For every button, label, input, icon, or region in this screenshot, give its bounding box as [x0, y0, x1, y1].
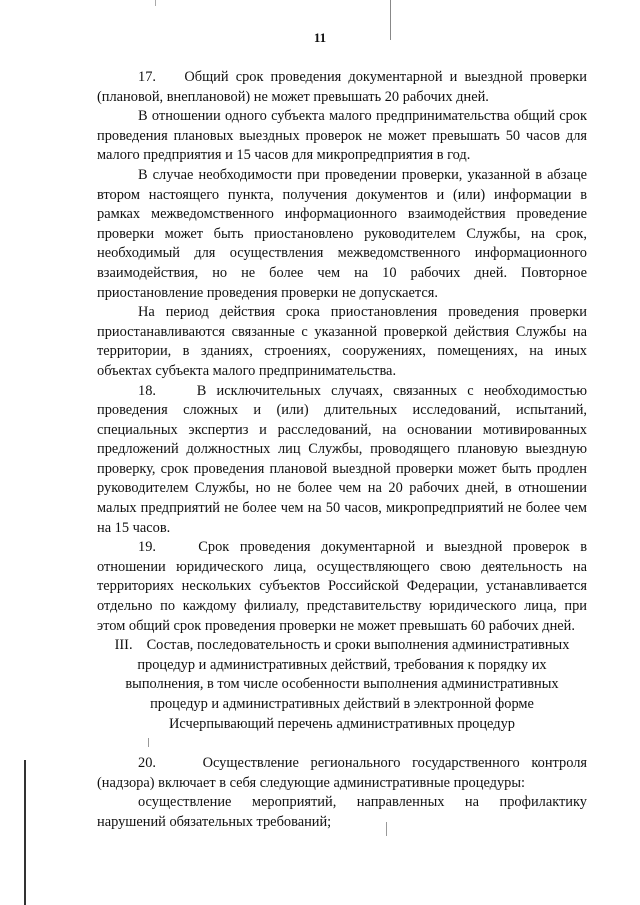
page-number: 11	[313, 30, 327, 45]
scan-mark	[155, 0, 156, 6]
paragraph: В отношении одного субъекта малого предпринимательства общий срок проведения плановых выездных проверок не может превышать 50 часов для малого предприятия и 15 часов для микропредприятия в год.	[97, 108, 587, 164]
section-number: III.	[114, 637, 133, 654]
paragraph-19: 19. Срок проведения документарной и выездной проверок в отношении юридического лица, осуществляющего свою деятельность на территориях нескольких субъектов Российской Федерации, устанавливается отдельно по каждому филиалу, представительству юридического лица, при этом общий срок проведения проверки не может превышать 60 рабочих дней.	[97, 539, 587, 634]
paragraph-17: 17. Общий срок проведения документарной и выездной проверки (плановой, внеплановой) не может превышать 20 рабочих дней.	[97, 69, 587, 105]
paragraph: В случае необходимости при проведении проверки, указанной в абзаце втором настоящего пункта, получения документов и (или) информации в рамках межведомственного информационного взаимодействия проведение проверки может быть приостановлено руководителем Службы, на срок, необходимый для осуществления межведомственного информационного взаимодействия, но не более чем на 10 рабочих дней. Повторное приостановление проведения проверки не допускается.	[97, 166, 587, 301]
scan-mark	[24, 760, 26, 905]
paragraph-18: 18. В исключительных случаях, связанных с необходимостью проведения сложных и (или) длительных исследований, испытаний, специальных экспертиз и расследований, на основании мотивированных предложений должностных лиц Службы, проводящего плановую выездную проверку, срок проведения плановой выездной проверки может быть продлен руководителем Службы, но не более чем на 20 рабочих дней, в отношении малых предприятий не более чем на 50 часов, микропредприятий не более чем на 15 часов.	[97, 382, 587, 536]
subheading: Исчерпывающий перечень административных процедур	[169, 715, 515, 732]
document-body	[97, 68, 587, 833]
paragraph: На период действия срока приостановления проведения проверки приостанавливаются связанные с указанной проверкой действия Службы на территории, в зданиях, строениях, сооружениях, помещениях, на иных объектах субъекта малого предпринимательства.	[97, 304, 587, 379]
section-heading	[97, 636, 587, 714]
paragraph-20: 20. Осуществление регионального государственного контроля (надзора) включает в себя следующие административные процедуры:	[97, 755, 587, 791]
section-title: Состав, последовательность и сроки выполнения административных процедур и административных действий, требования к порядку их выполнения, в том числе особенности выполнения административных процедур и административных действий в электронной форме	[125, 637, 570, 712]
paragraph: осуществление мероприятий, направленных на профилактику нарушений обязательных требований;	[97, 794, 587, 830]
